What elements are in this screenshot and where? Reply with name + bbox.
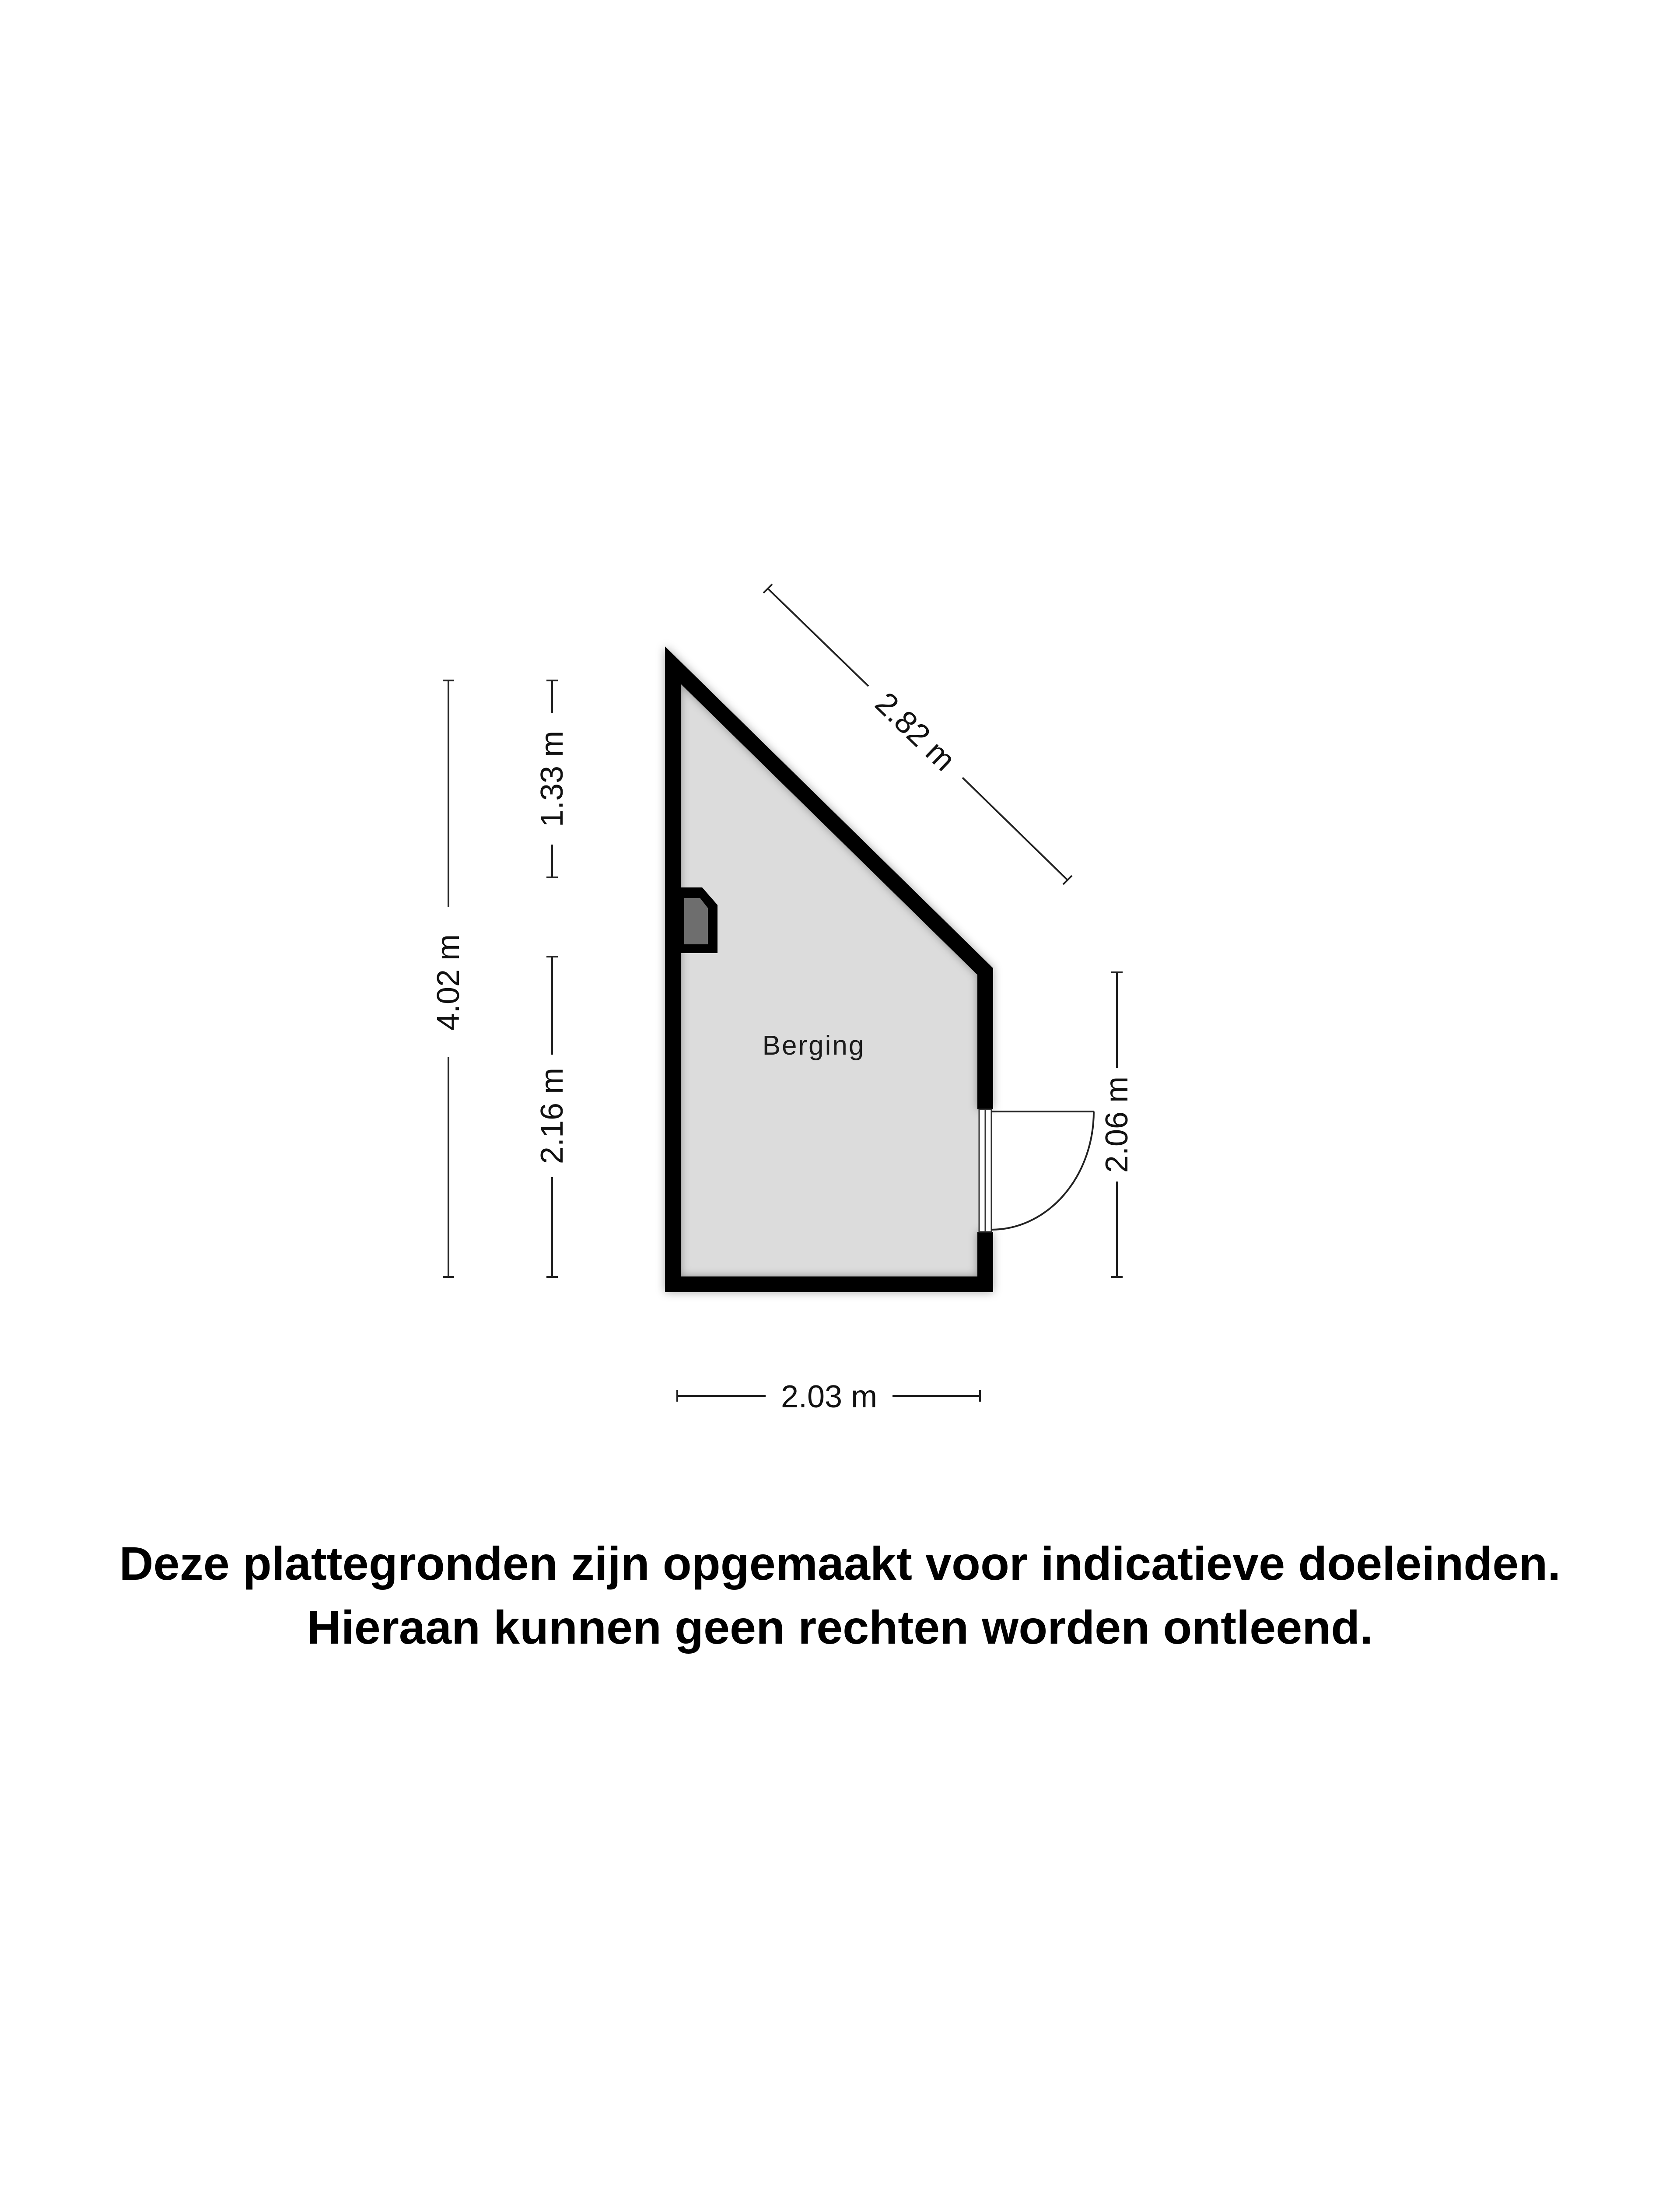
dim-upper-height — [535, 680, 570, 877]
dim-width-label: 2.03 m — [780, 1379, 878, 1414]
dim-door-side-height — [1099, 972, 1134, 1277]
dim-door-side-height-label: 2.06 m — [1099, 1076, 1134, 1173]
door-swing-arc — [991, 1112, 1094, 1230]
dim-upper-height-label: 1.33 m — [535, 730, 570, 828]
dim-lower-height — [535, 957, 570, 1277]
dim-total-height-label: 4.02 m — [431, 934, 466, 1031]
door — [979, 1109, 1094, 1232]
disclaimer-line-1: Deze plattegronden zijn opgemaakt voor indicatieve doeleinden. — [119, 1537, 1561, 1590]
dim-width — [677, 1379, 980, 1414]
disclaimer — [0, 1532, 1680, 1659]
dim-diagonal-label: 2.82 m — [868, 685, 962, 778]
room-label: Berging — [762, 1031, 865, 1061]
disclaimer-line-2: Hieraan kunnen geen rechten worden ontleend. — [307, 1601, 1373, 1654]
shaft-fill — [684, 898, 708, 944]
dim-total-height — [431, 680, 466, 1277]
dim-lower-height-label: 2.16 m — [535, 1067, 570, 1164]
